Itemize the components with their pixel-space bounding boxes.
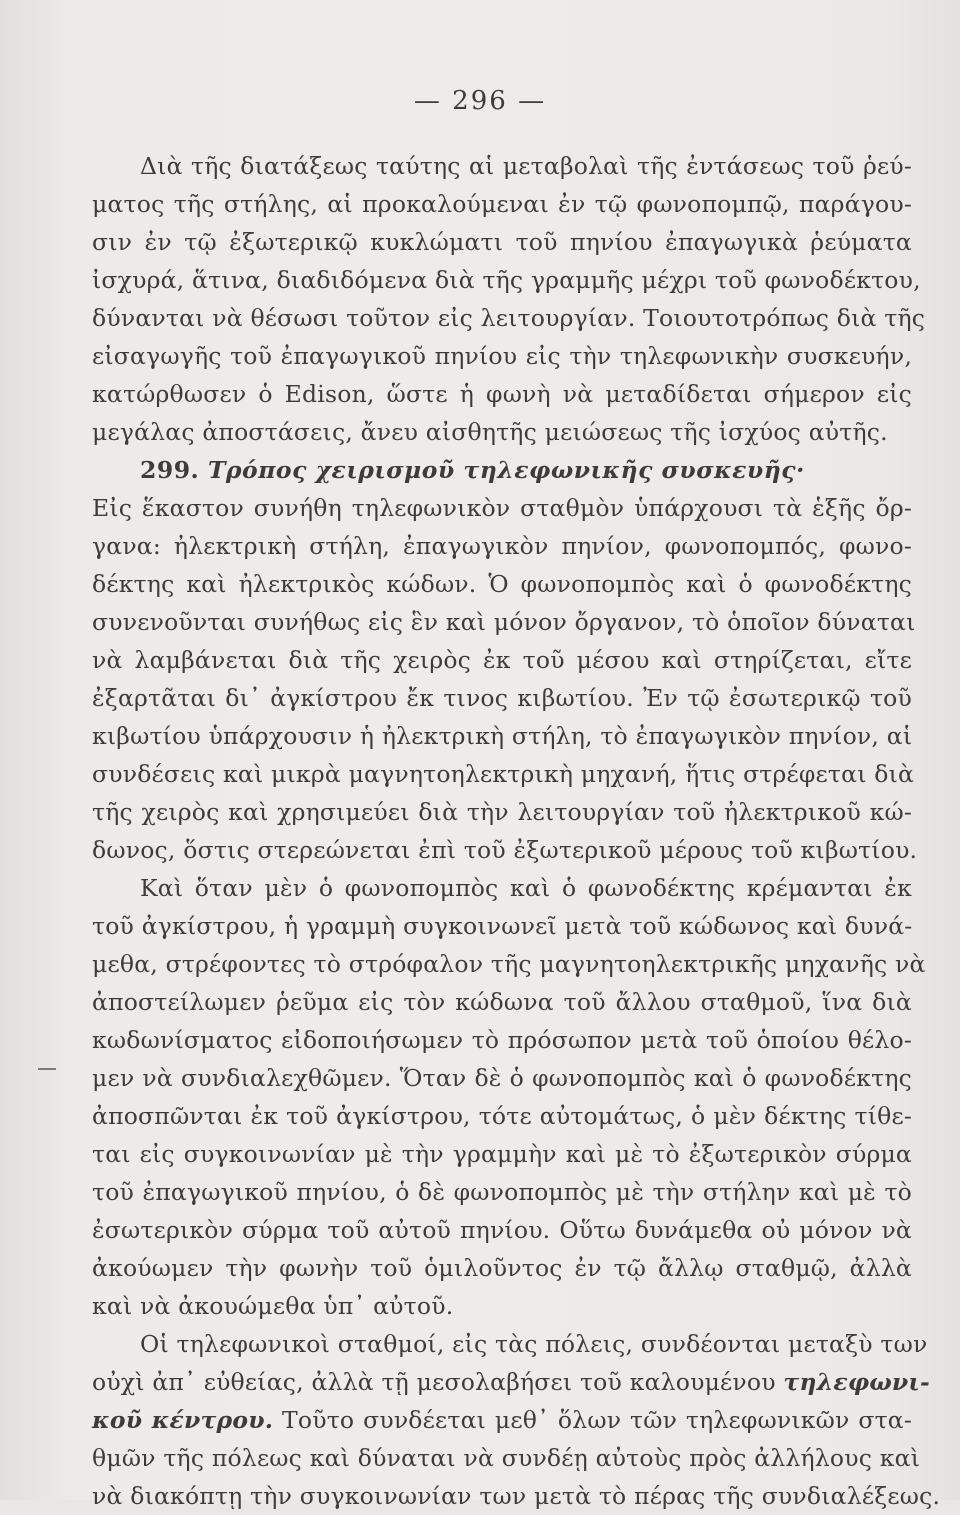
text-line: σιν ἐν τῷ ἐξωτερικῷ κυκλώματι τοῦ πηνίου ἐπαγωγικὰ ῥεύματα — [92, 228, 912, 256]
text-line: δωνος, ὅστις στερεώνεται ἐπὶ τοῦ ἐξωτερικοῦ μέρους τοῦ κιβωτίου. — [92, 836, 918, 864]
text-line — [92, 1363, 930, 1401]
text-line: καὶ νὰ ἀκουώμεθα ὑπ᾽ αὐτοῦ. — [92, 1292, 454, 1320]
text-line: γανα: ἠλεκτρικὴ στήλη, ἐπαγωγικὸν πηνίον, φωνοπομπός, φωνο- — [92, 532, 912, 560]
text-line: κιβωτίου ὑπάρχουσιν ἡ ἠλεκτρικὴ στήλη, τὸ ἐπαγωγικὸν πηνίον, αἱ — [92, 722, 913, 750]
emphasized-term: κοῦ κέντρου. — [92, 1406, 274, 1434]
page-text — [92, 147, 941, 1515]
line-segment: Τοῦτο συνδέεται μεθ᾽ ὅλων τῶν τηλεφωνικῶν στα- — [282, 1406, 913, 1434]
emphasized-term: τηλεφωνι- — [783, 1368, 930, 1396]
margin-mark — [38, 1068, 56, 1070]
text-line: κωδωνίσματος εἰδοποιήσωμεν τὸ πρόσωπον μετὰ τοῦ ὁποίου θέλο- — [92, 1026, 912, 1054]
paragraph — [92, 489, 918, 869]
paragraph — [92, 147, 926, 451]
text-line: ἐξαρτᾶται δι᾽ ἀγκίστρου ἔκ τινος κιβωτίου. Ἐν τῷ ἐσωτερικῷ τοῦ — [92, 684, 912, 712]
text-line: μεγάλας ἀποστάσεις, ἄνευ αἰσθητῆς μειώσεως τῆς ἰσχύος αὐτῆς. — [92, 418, 888, 446]
text-line: ἀποστείλωμεν ῥεῦμα εἰς τὸν κώδωνα τοῦ ἄλλου σταθμοῦ, ἵνα διὰ — [92, 988, 912, 1016]
text-line: ται εἰς συγκοινωνίαν μὲ τὴν γραμμὴν καὶ μὲ τὸ ἐξωτερικὸν σύρμα — [92, 1140, 912, 1168]
text-line: ἰσχυρά, ἅτινα, διαδιδόμενα διὰ τῆς γραμμῆς μέχρι τοῦ φωνοδέκτου, — [92, 266, 921, 294]
text-line: κατώρθωσεν ὁ Edison, ὥστε ἡ φωνὴ νὰ μεταδίδεται σήμερον εἰς — [92, 380, 912, 408]
text-line: δέκτης καὶ ἠλεκτρικὸς κώδων. Ὁ φωνοπομπὸς καὶ ὁ φωνοδέκτης — [92, 570, 912, 598]
text-line: ἀποσπῶνται ἐκ τοῦ ἀγκίστρου, τότε αὐτομάτως, ὁ μὲν δέκτης τίθε- — [92, 1102, 912, 1130]
text-line: δύνανται νὰ θέσωσι τοῦτον εἰς λειτουργίαν. Τοιουτοτρόπως διὰ τῆς — [92, 304, 926, 332]
text-line: συνδέσεις καὶ μικρὰ μαγνητοηλεκτρικὴ μηχανή, ἥτις στρέφεται διὰ — [92, 760, 915, 788]
text-line: θμῶν τῆς πόλεως καὶ δύναται νὰ συνδέῃ αὐτοὺς πρὸς ἀλλήλους καὶ — [92, 1444, 921, 1472]
text-line: τοῦ ἀγκίστρου, ἡ γραμμὴ συγκοινωνεῖ μετὰ τοῦ κώδωνος καὶ δυνά- — [92, 912, 913, 940]
text-line: Εἰς ἕκαστον συνήθη τηλεφωνικὸν σταθμὸν ὑπάρχουσι τὰ ἑξῆς ὄρ- — [92, 494, 912, 522]
text-line: ἐσωτερικὸν σύρμα τοῦ αὐτοῦ πηνίου. Οὕτω δυνάμεθα οὐ μόνον νὰ — [92, 1216, 912, 1244]
section-heading — [92, 451, 912, 489]
text-line: μεν νὰ συνδιαλεχθῶμεν. Ὅταν δὲ ὁ φωνοπομπὸς καὶ ὁ φωνοδέκτης — [92, 1064, 912, 1092]
text-line: ἀκούωμεν τὴν φωνὴν τοῦ ὁμιλοῦντος ἐν τῷ ἄλλῳ σταθμῷ, ἀλλὰ — [92, 1254, 912, 1282]
text-line: νὰ διακόπτῃ τὴν συγκοινωνίαν των μετὰ τὸ πέρας τῆς συνδιαλέξεως. — [92, 1482, 941, 1510]
text-line: Διὰ τῆς διατάξεως ταύτης αἱ μεταβολαὶ τῆς ἐντάσεως τοῦ ῥεύ- — [140, 152, 912, 180]
text-line: ματος τῆς στήλης, αἱ προκαλούμεναι ἐν τῷ φωνοπομπῷ, παράγου- — [92, 190, 912, 218]
section-title: Τρόπος χειρισμοῦ τηλεφωνικῆς συσκευῆς· — [207, 456, 805, 484]
text-line — [92, 1401, 912, 1439]
paragraph — [92, 869, 926, 1325]
text-line: Καὶ ὅταν μὲν ὁ φωνοπομπὸς καὶ ὁ φωνοδέκτης κρέμανται ἐκ — [140, 874, 912, 902]
text-line: μεθα, στρέφοντες τὸ στρόφαλον τῆς μαγνητοηλεκτρικῆς μηχανῆς νὰ — [92, 950, 926, 978]
paragraph — [92, 1325, 941, 1515]
text-line: συνενοῦνται συνήθως εἰς ἓν καὶ μόνον ὄργανον, τὸ ὁποῖον δύναται — [92, 608, 916, 636]
text-line: Οἱ τηλεφωνικοὶ σταθμοί, εἰς τὰς πόλεις, συνδέονται μεταξὺ των — [140, 1330, 928, 1358]
line-segment: οὐχὶ ἀπ᾽ εὐθείας, ἀλλὰ τῇ μεσολαβήσει τοῦ καλουμένου — [92, 1368, 776, 1396]
text-line: νὰ λαμβάνεται διὰ τῆς χειρὸς ἐκ τοῦ μέσου καὶ στηρίζεται, εἴτε — [92, 646, 912, 674]
text-line: τῆς χειρὸς καὶ χρησιμεύει διὰ τὴν λειτουργίαν τοῦ ἠλεκτρικοῦ κώ- — [92, 798, 912, 826]
section-number: 299. — [140, 456, 200, 484]
page-number: — 296 — — [413, 86, 547, 116]
text-line: τοῦ ἐπαγωγικοῦ πηνίου, ὁ δὲ φωνοπομπὸς μὲ τὴν στήλην καὶ μὲ τὸ — [92, 1178, 912, 1206]
text-line: εἰσαγωγῆς τοῦ ἐπαγωγικοῦ πηνίου εἰς τὴν τηλεφωνικὴν συσκευήν, — [92, 342, 912, 370]
